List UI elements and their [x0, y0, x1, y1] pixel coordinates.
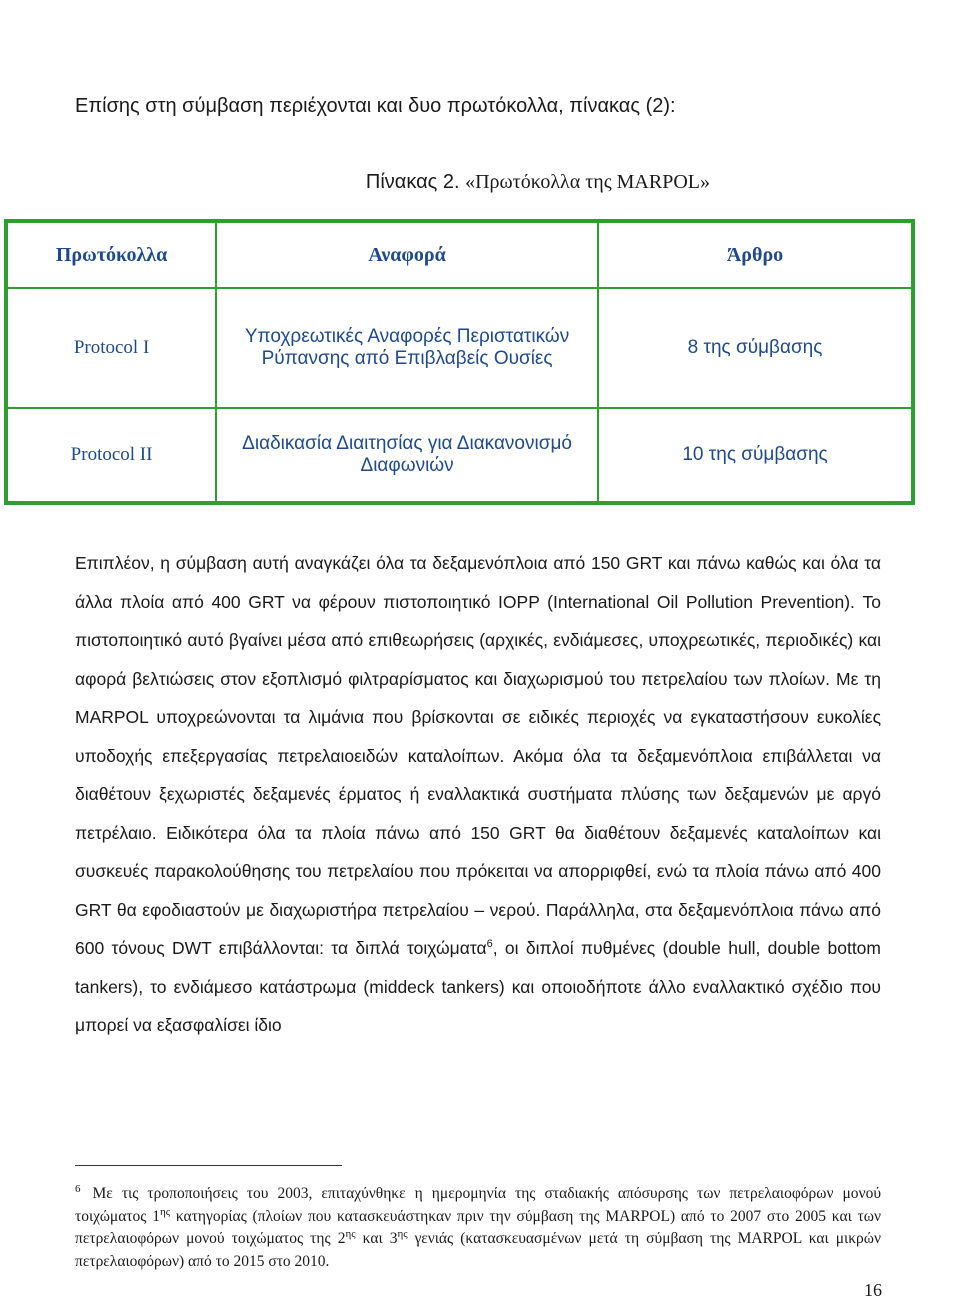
header-protocols: Πρωτόκολλα — [6, 221, 216, 288]
reference-line: Διαφωνιών — [360, 455, 454, 476]
page-number: 16 — [864, 1280, 882, 1300]
table-header-row — [6, 221, 913, 288]
footnote — [75, 1178, 881, 1273]
table-caption — [0, 168, 960, 196]
protocol-cell: Protocol I — [6, 288, 216, 408]
table-row — [6, 408, 913, 503]
intro-paragraph: Επίσης στη σύμβαση περιέχονται και δυο πρωτόκολλα, πίνακας (2): — [75, 95, 676, 117]
footnote-text: γενιάς (κατασκευασμένων μετά τη σύμβαση της MARPOL και μικρών πετρελαιοφόρων) από το 2015 στο 2010. — [75, 1230, 881, 1270]
caption-label: Πίνακας 2. — [365, 171, 466, 193]
table-row — [6, 288, 913, 408]
protocols-table — [4, 219, 915, 505]
reference-cell — [216, 288, 598, 408]
header-reference: Αναφορά — [216, 221, 598, 288]
article-cell: 10 της σύμβασης — [598, 408, 913, 503]
header-article: Άρθρο — [598, 221, 913, 288]
footnote-text: κατηγορίας (πλοίων που κατασκευάστηκαν πριν την σύμβαση της MARPOL) από το 2007 στο 2005 και των πετρελαιοφόρων μονού τοιχώματος της 2 — [75, 1207, 881, 1247]
article-cell: 8 της σύμβασης — [598, 288, 913, 408]
footnote-superscript: ης — [159, 1205, 171, 1218]
footnote-divider — [75, 1165, 342, 1166]
footnote-superscript: ης — [397, 1227, 408, 1240]
footnote-text: Με τις τροποποιήσεις του 2003, επιταχύνθηκε η ημερομηνία της σταδιακής απόσυρσης των πετρελαιοφόρων μονού τοιχώματος 1 — [75, 1185, 881, 1225]
protocol-cell: Protocol II — [6, 408, 216, 503]
footnote-reference[interactable]: 6 — [486, 938, 493, 951]
reference-line: Υποχρεωτικές Αναφορές Περιστατικών — [244, 326, 570, 347]
body-text-part2: , οι διπλοί πυθμένες (double hull, double bottom tankers), το ενδιάμεσο κατάστρωμα (middeck tankers) και οποιοδήποτε άλλο εναλλακτικό σχέδιο που μπορεί να εξασφαλίσει ίδιο — [75, 938, 881, 1035]
body-text-part1: Επιπλέον, η σύμβαση αυτή αναγκάζει όλα τα δεξαμενόπλοια από 150 GRT και πάνω καθώς και όλα τα άλλα πλοία από 400 GRT να φέρουν πιστοποιητικό IOPP (International Oil Pollution Prevention). Το πιστοποιητικό αυτό βγαίνει μέσα από επιθεωρήσεις (αρχικές, ενδιάμεσες, υποχρεωτικές, περιοδικές) και αφορά βελτιώσεις στον εξοπλισμό φιλτραρίσματος και διαχωρισμού του πετρελαίου των πλοίων. Με τη MARPOL υποχρεώνονται τα λιμάνια που βρίσκονται σε ειδικές περιοχές να εγκαταστήσουν ευκολίες υποδοχής επεξεργασίας πετρελαιοειδών καταλοίπων. Ακόμα όλα τα δεξαμενόπλοια επιβάλλεται να διαθέτουν ξεχωριστές δεξαμενές έρματος ή εναλλακτικά συστήματα πλύσης των δεξαμενών με αργό πετρέλαιο. Ειδικότερα όλα τα πλοία πάνω από 150 GRT θα διαθέτουν δεξαμενές καταλοίπων και συσκευές παρακολούθησης του πετρελαίου που πρόκειται να απορριφθεί, ενώ τα πλοία πάνω από 400 GRT θα εφοδιαστούν με διαχωριστήρα πετρελαίου – νερού. Παράλληλα, στα δεξαμενόπλοια πάνω από 600 τόνους DWT επιβάλλονται: τα διπλά τοιχώματα — [75, 553, 881, 958]
caption-title: «Πρωτόκολλα της MARPOL» — [465, 171, 710, 193]
footnote-text: και 3 — [355, 1230, 398, 1247]
body-paragraph — [75, 544, 881, 1045]
footnote-mark: 6 — [75, 1183, 81, 1195]
reference-line: Διαδικασία Διαιτησίας για Διακανονισμό — [242, 433, 572, 454]
footnote-superscript: ης — [345, 1227, 356, 1240]
reference-cell — [216, 408, 598, 503]
reference-line: Ρύπανσης από Επιβλαβείς Ουσίες — [261, 348, 553, 369]
